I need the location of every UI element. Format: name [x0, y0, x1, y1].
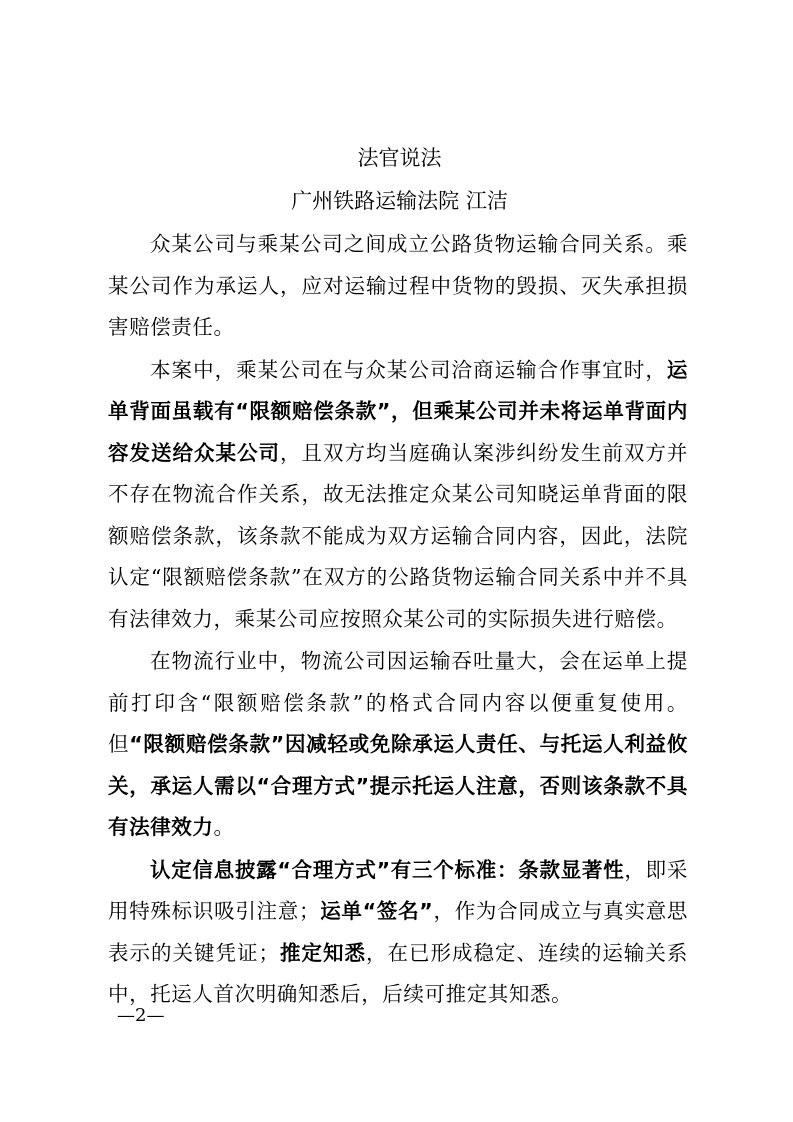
paragraph-run: 本案中，乘某公司在与众某公司洽商运输合作事宜时， [150, 357, 667, 382]
paragraph-run: 在物流行业中，物流公司因运输吞吐量大，会在运单上提前打印含“限额赔偿条款”的格式合同内容以便重复使用。但 [108, 649, 688, 756]
paragraph-bold-run: “限额赔偿条款”因减轻或免除承运人责任、与托运人利益攸关，承运人需以“合理方式”提示托运人注意，否则该条款不具有法律效力 [108, 732, 688, 839]
paragraph-run: 众某公司与乘某公司之间成立公路货物运输合同关系。乘某公司作为承运人，应对运输过程中货物的毁损、灭失承担损害赔偿责任。 [108, 232, 688, 339]
document-title: 法官说法 [357, 146, 442, 170]
paragraph-run: ，作为合同成立与真实意思表示的关键凭证； [108, 899, 689, 965]
paragraph-run: ，在已形成稳定、连续的运输关系中，托运人首次明确知悉后，后续可推定其知悉。 [108, 940, 689, 1006]
paragraph-4 [108, 850, 688, 1016]
paragraph-2 [108, 350, 688, 641]
paragraph-run: ，即采用特殊标识吸引注意； [108, 857, 688, 923]
paragraph-run: ，且双方均当庭确认案涉纠纷发生前双方并不存在物流合作关系，故无法推定众某公司知晓运单背面的限额赔偿条款，该条款不能成为双方运输合同内容，因此，法院认定“限额赔偿条款”在双方的公路货物运输合同关系中并不具有法律效力，乘某公司应按照众某公司的实际损失进行赔偿。 [108, 440, 688, 631]
paragraph-bold-run: 推定知悉 [279, 940, 366, 965]
document-author: 广州铁路运输法院 江洁 [291, 189, 508, 213]
page-number: —2— [117, 1005, 165, 1026]
paragraph-1 [108, 224, 688, 349]
paragraph-bold-run: 运单“签名” [320, 899, 434, 923]
paragraph-bold-run: 运单背面虽载有“限额赔偿条款”，但乘某公司并未将运单背面内容发送给众某公司 [108, 357, 688, 465]
paragraph-bold-run: 认定信息披露“合理方式”有三个标准：条款显著性 [150, 857, 625, 882]
paragraph-3 [108, 641, 688, 849]
document-body [108, 224, 688, 1017]
paragraph-run: 。 [213, 815, 235, 839]
